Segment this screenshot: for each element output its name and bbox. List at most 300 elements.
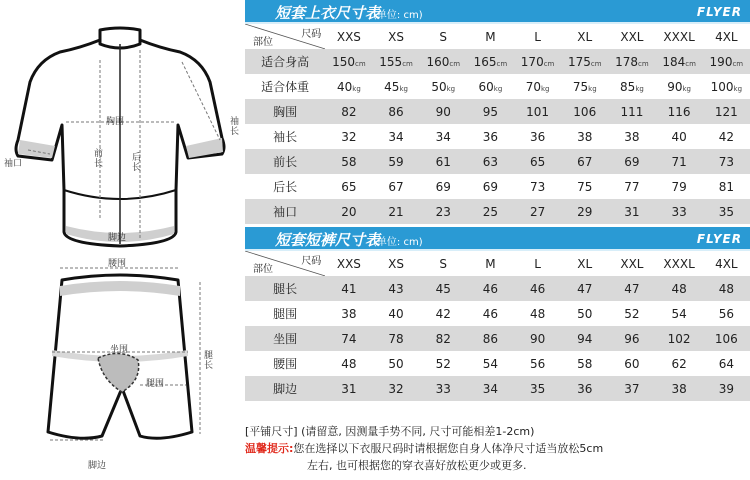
size-header-cell: XXXL (656, 24, 703, 49)
cell-value: 33 (435, 381, 451, 396)
cell-value: 31 (341, 381, 357, 396)
table-cell (372, 276, 419, 301)
table-cell (420, 376, 467, 401)
table-cell (514, 74, 561, 99)
size-header-row (245, 251, 750, 276)
table-cell (608, 74, 655, 99)
cell-value: 94 (577, 331, 593, 346)
size-header-cell: S (420, 251, 467, 276)
cell-unit: cm (449, 59, 461, 68)
cell-unit: cm (685, 59, 696, 68)
table-cell (372, 376, 419, 401)
cell-value: 54 (671, 306, 687, 321)
table-cell (372, 99, 419, 124)
cell-value: 184 (662, 54, 686, 69)
table-cell (420, 149, 467, 174)
cell-unit: kg (635, 84, 644, 93)
table-cell (325, 99, 372, 124)
table-cell (420, 351, 467, 376)
table-cell (372, 74, 419, 99)
table-cell (514, 49, 561, 74)
cell-value: 38 (671, 381, 687, 396)
table-cell (372, 351, 419, 376)
cell-value: 75 (577, 179, 593, 194)
table-row (245, 174, 750, 199)
cell-value: 52 (624, 306, 640, 321)
hint-label: 温馨提示: (245, 442, 294, 455)
brand-logo: FLYER (696, 232, 742, 246)
cell-value: 160 (426, 54, 450, 69)
table-cell (325, 326, 372, 351)
cell-value: 69 (482, 179, 499, 194)
cell-value: 35 (718, 204, 734, 219)
row-label: 坐围 (245, 326, 325, 351)
cell-value: 25 (482, 204, 499, 219)
cell-value: 35 (529, 381, 546, 396)
table-cell (420, 124, 467, 149)
corner-cell (245, 251, 325, 276)
table-cell (608, 351, 655, 376)
cell-value: 78 (388, 331, 404, 346)
cell-value: 36 (482, 129, 499, 144)
table-cell (703, 301, 750, 326)
cell-unit: cm (402, 59, 413, 68)
table-cell (420, 49, 467, 74)
cell-value: 63 (482, 154, 499, 169)
chest-label: 胸围 (106, 117, 125, 127)
cell-value: 106 (714, 331, 738, 346)
table-cell (703, 149, 750, 174)
table-cell (656, 276, 703, 301)
cell-value: 106 (573, 104, 597, 119)
cell-value: 27 (529, 204, 546, 219)
garment-illustrations (0, 0, 245, 480)
table-cell (656, 199, 703, 224)
size-header-cell: XS (372, 24, 419, 49)
cell-unit: cm (496, 59, 508, 68)
jersey-hem-label: 脚边 (108, 233, 127, 243)
table-cell (608, 199, 655, 224)
table-cell (514, 351, 561, 376)
table-cell (561, 351, 608, 376)
table-cell (608, 124, 655, 149)
cell-value: 86 (388, 104, 404, 119)
table-cell (703, 276, 750, 301)
table-cell (325, 276, 372, 301)
table-cell (372, 301, 419, 326)
cell-value: 38 (577, 129, 593, 144)
table-cell (703, 174, 750, 199)
cell-value: 56 (529, 356, 546, 371)
table-cell (325, 124, 372, 149)
table-cell (656, 99, 703, 124)
cell-value: 48 (529, 306, 546, 321)
size-header-cell: M (467, 251, 514, 276)
cell-value: 48 (341, 356, 357, 371)
cell-value: 58 (577, 356, 593, 371)
sleeve-length-label: 袖长 (228, 116, 238, 136)
cell-value: 82 (435, 331, 451, 346)
cell-value: 36 (577, 381, 593, 396)
row-label: 腰围 (245, 351, 325, 376)
table-cell (325, 199, 372, 224)
table-cell (467, 49, 514, 74)
cell-value: 170 (520, 54, 544, 69)
cell-value: 50 (577, 306, 593, 321)
cell-value: 33 (671, 204, 687, 219)
table-cell (325, 49, 372, 74)
table-cell (561, 199, 608, 224)
table-row (245, 124, 750, 149)
size-header-cell: S (420, 24, 467, 49)
size-header-cell: XXS (325, 251, 372, 276)
table-cell (656, 301, 703, 326)
cell-value: 77 (624, 179, 640, 194)
cell-value: 56 (718, 306, 734, 321)
table-cell (325, 74, 372, 99)
notes-line-1: [平铺尺寸] (请留意, 因测量手势不同, 尺寸可能相差1-2cm) (245, 425, 535, 438)
table-cell (325, 376, 372, 401)
shorts-table-title: 短套短裤尺寸表 (275, 231, 381, 249)
shorts-length-label: 腿长 (202, 350, 212, 370)
table-cell (420, 99, 467, 124)
cell-value: 67 (577, 154, 593, 169)
front-length-label: 前长 (92, 148, 102, 168)
table-cell (372, 174, 419, 199)
row-label: 胸围 (245, 99, 325, 124)
table-cell (467, 376, 514, 401)
size-header-cell: L (514, 251, 561, 276)
table-cell (420, 199, 467, 224)
table-row (245, 351, 750, 376)
cell-value: 165 (473, 54, 497, 69)
cell-value: 50 (431, 79, 447, 94)
table-cell (514, 276, 561, 301)
table-row (245, 49, 750, 74)
cell-value: 45 (384, 79, 400, 94)
cell-unit: cm (590, 59, 602, 68)
cell-unit: kg (588, 84, 597, 93)
row-label: 后长 (245, 174, 325, 199)
table-cell (372, 49, 419, 74)
row-label: 腿长 (245, 276, 325, 301)
table-cell (372, 124, 419, 149)
jersey-table-title: 短套上衣尺寸表 (275, 4, 381, 22)
cell-value: 69 (624, 154, 640, 169)
table-row (245, 199, 750, 224)
cell-value: 34 (435, 129, 451, 144)
cell-value: 46 (482, 306, 499, 321)
table-cell (561, 301, 608, 326)
row-label: 腿围 (245, 301, 325, 326)
notes-line-2 (245, 440, 750, 457)
table-cell (325, 301, 372, 326)
cell-value: 73 (529, 179, 546, 194)
cell-value: 90 (435, 104, 451, 119)
cell-value: 58 (341, 154, 357, 169)
size-header-cell: M (467, 24, 514, 49)
cell-value: 32 (341, 129, 357, 144)
table-cell (420, 74, 467, 99)
cell-value: 40 (671, 129, 687, 144)
cell-value: 32 (388, 381, 404, 396)
cell-unit: kg (352, 84, 361, 93)
table-cell (656, 326, 703, 351)
table-cell (420, 326, 467, 351)
table-cell (467, 326, 514, 351)
table-cell (561, 49, 608, 74)
cell-unit: cm (732, 59, 744, 68)
size-header-cell: XXS (325, 24, 372, 49)
table-cell (514, 199, 561, 224)
cell-value: 47 (624, 281, 640, 296)
cell-value: 37 (624, 381, 640, 396)
table-cell (656, 174, 703, 199)
jersey-table-unit: (单位: cm) (373, 10, 423, 21)
corner-part-label: 部位 (253, 37, 273, 48)
size-notes (245, 423, 750, 474)
cell-value: 40 (337, 79, 353, 94)
table-cell (514, 124, 561, 149)
table-cell (467, 149, 514, 174)
cell-value: 46 (529, 281, 546, 296)
cell-value: 81 (718, 179, 734, 194)
table-cell (467, 301, 514, 326)
cell-value: 82 (341, 104, 357, 119)
cell-value: 96 (624, 331, 640, 346)
table-cell (561, 149, 608, 174)
table-cell (703, 326, 750, 351)
table-cell (561, 99, 608, 124)
cell-value: 38 (341, 306, 357, 321)
cell-value: 70 (525, 79, 541, 94)
table-cell (561, 276, 608, 301)
table-cell (467, 351, 514, 376)
table-cell (325, 351, 372, 376)
table-cell (703, 49, 750, 74)
notes-line-3: 左右, 也可根据您的穿衣喜好放松更少或更多. (307, 459, 527, 472)
cell-value: 102 (667, 331, 691, 346)
table-cell (608, 276, 655, 301)
table-cell (703, 376, 750, 401)
cell-value: 100 (710, 79, 734, 94)
cell-value: 20 (341, 204, 357, 219)
hint-text: 您在选择以下衣服尺码时请根据您自身人体净尺寸适当放松5cm (293, 442, 604, 455)
cell-value: 54 (482, 356, 499, 371)
cell-value: 175 (567, 54, 591, 69)
shorts-table-title-bar (245, 227, 750, 251)
waist-label: 腰围 (108, 259, 127, 269)
cell-value: 60 (478, 79, 494, 94)
cell-unit: kg (540, 84, 550, 93)
table-cell (561, 326, 608, 351)
table-cell (420, 174, 467, 199)
cell-value: 48 (718, 281, 734, 296)
corner-part-label: 部位 (253, 264, 273, 275)
chamois-pad (98, 353, 139, 392)
size-header-row (245, 24, 750, 49)
row-label: 前长 (245, 149, 325, 174)
cell-value: 52 (435, 356, 451, 371)
table-row (245, 99, 750, 124)
shorts-waistband (60, 281, 180, 296)
cell-value: 67 (388, 179, 404, 194)
cell-value: 50 (388, 356, 404, 371)
size-header-cell: XXL (608, 251, 655, 276)
table-cell (561, 174, 608, 199)
cell-value: 75 (572, 79, 589, 94)
cell-value: 85 (620, 79, 636, 94)
size-header-cell: 4XL (703, 251, 750, 276)
cell-value: 65 (341, 179, 357, 194)
cell-value: 73 (718, 154, 734, 169)
size-header-cell: XS (372, 251, 419, 276)
corner-cell (245, 24, 325, 49)
table-cell (703, 99, 750, 124)
table-cell (467, 74, 514, 99)
cell-value: 36 (529, 129, 546, 144)
size-header-cell: 4XL (703, 24, 750, 49)
table-cell (608, 49, 655, 74)
table-cell (514, 149, 561, 174)
cell-value: 45 (435, 281, 451, 296)
cell-value: 90 (529, 331, 546, 346)
table-cell (372, 149, 419, 174)
table-row (245, 376, 750, 401)
table-cell (325, 174, 372, 199)
row-label: 适合身高 (245, 49, 325, 74)
cell-unit: cm (543, 59, 555, 68)
cell-value: 65 (529, 154, 546, 169)
cell-value: 23 (435, 204, 451, 219)
table-cell (467, 99, 514, 124)
corner-size-label: 尺码 (301, 29, 322, 40)
cell-unit: kg (399, 84, 408, 93)
shorts-table-unit: (单位: cm) (373, 237, 423, 248)
cell-value: 116 (667, 104, 691, 119)
cell-value: 90 (667, 79, 683, 94)
table-cell (656, 351, 703, 376)
table-cell (467, 199, 514, 224)
cell-value: 121 (714, 104, 738, 119)
cell-unit: kg (682, 84, 691, 93)
table-cell (514, 376, 561, 401)
size-header-cell: XXL (608, 24, 655, 49)
table-cell (608, 376, 655, 401)
cell-value: 95 (482, 104, 499, 119)
table-cell (703, 199, 750, 224)
table-cell (703, 124, 750, 149)
table-cell (561, 376, 608, 401)
cell-value: 69 (435, 179, 451, 194)
table-cell (514, 99, 561, 124)
table-cell (656, 74, 703, 99)
table-cell (656, 124, 703, 149)
table-cell (372, 326, 419, 351)
row-label: 袖口 (245, 199, 325, 224)
hip-label: 坐围 (110, 345, 129, 355)
jersey-table-title-bar (245, 0, 750, 24)
table-cell (420, 301, 467, 326)
cell-value: 150 (332, 54, 356, 69)
cell-unit: cm (355, 59, 366, 68)
size-tables (245, 0, 750, 401)
row-label: 脚边 (245, 376, 325, 401)
table-cell (608, 326, 655, 351)
cell-value: 48 (671, 281, 687, 296)
table-cell (656, 376, 703, 401)
table-row (245, 326, 750, 351)
cell-value: 64 (718, 356, 734, 371)
table-cell (703, 74, 750, 99)
cell-value: 60 (624, 356, 640, 371)
cell-value: 111 (620, 104, 644, 119)
cell-value: 42 (718, 129, 734, 144)
cell-value: 43 (388, 281, 404, 296)
cuff-label: 袖口 (4, 159, 23, 169)
cell-unit: cm (638, 59, 649, 68)
table-cell (467, 174, 514, 199)
table-cell (608, 99, 655, 124)
back-length-label: 后长 (130, 152, 140, 172)
table-cell (467, 276, 514, 301)
size-header-cell: XL (561, 251, 608, 276)
table-cell (608, 301, 655, 326)
table-cell (561, 124, 608, 149)
table-row (245, 74, 750, 99)
table-row (245, 301, 750, 326)
cell-value: 29 (577, 204, 593, 219)
cell-unit: kg (493, 84, 503, 93)
row-label: 袖长 (245, 124, 325, 149)
table-cell (467, 124, 514, 149)
corner-size-label: 尺码 (301, 256, 322, 267)
table-row (245, 149, 750, 174)
cell-value: 47 (577, 281, 593, 296)
cell-value: 34 (482, 381, 499, 396)
cell-value: 155 (379, 54, 403, 69)
cell-value: 62 (671, 356, 687, 371)
cell-value: 31 (624, 204, 640, 219)
cell-value: 39 (718, 381, 734, 396)
table-cell (608, 149, 655, 174)
table-cell (514, 174, 561, 199)
table-cell (372, 199, 419, 224)
table-cell (656, 149, 703, 174)
cell-value: 61 (435, 154, 451, 169)
jersey-size-table (245, 24, 750, 224)
shorts-size-table (245, 251, 750, 401)
cell-value: 38 (624, 129, 640, 144)
size-header-cell: L (514, 24, 561, 49)
cell-value: 40 (388, 306, 404, 321)
cell-value: 41 (341, 281, 357, 296)
table-cell (325, 149, 372, 174)
table-cell (514, 326, 561, 351)
cell-value: 190 (709, 54, 733, 69)
cell-value: 46 (482, 281, 499, 296)
table-cell (703, 351, 750, 376)
table-row (245, 276, 750, 301)
cell-value: 74 (341, 331, 357, 346)
cell-value: 178 (615, 54, 639, 69)
row-label: 适合体重 (245, 74, 325, 99)
cell-unit: kg (733, 84, 743, 93)
table-cell (608, 174, 655, 199)
size-header-cell: XL (561, 24, 608, 49)
cell-value: 34 (388, 129, 404, 144)
cell-value: 86 (482, 331, 499, 346)
